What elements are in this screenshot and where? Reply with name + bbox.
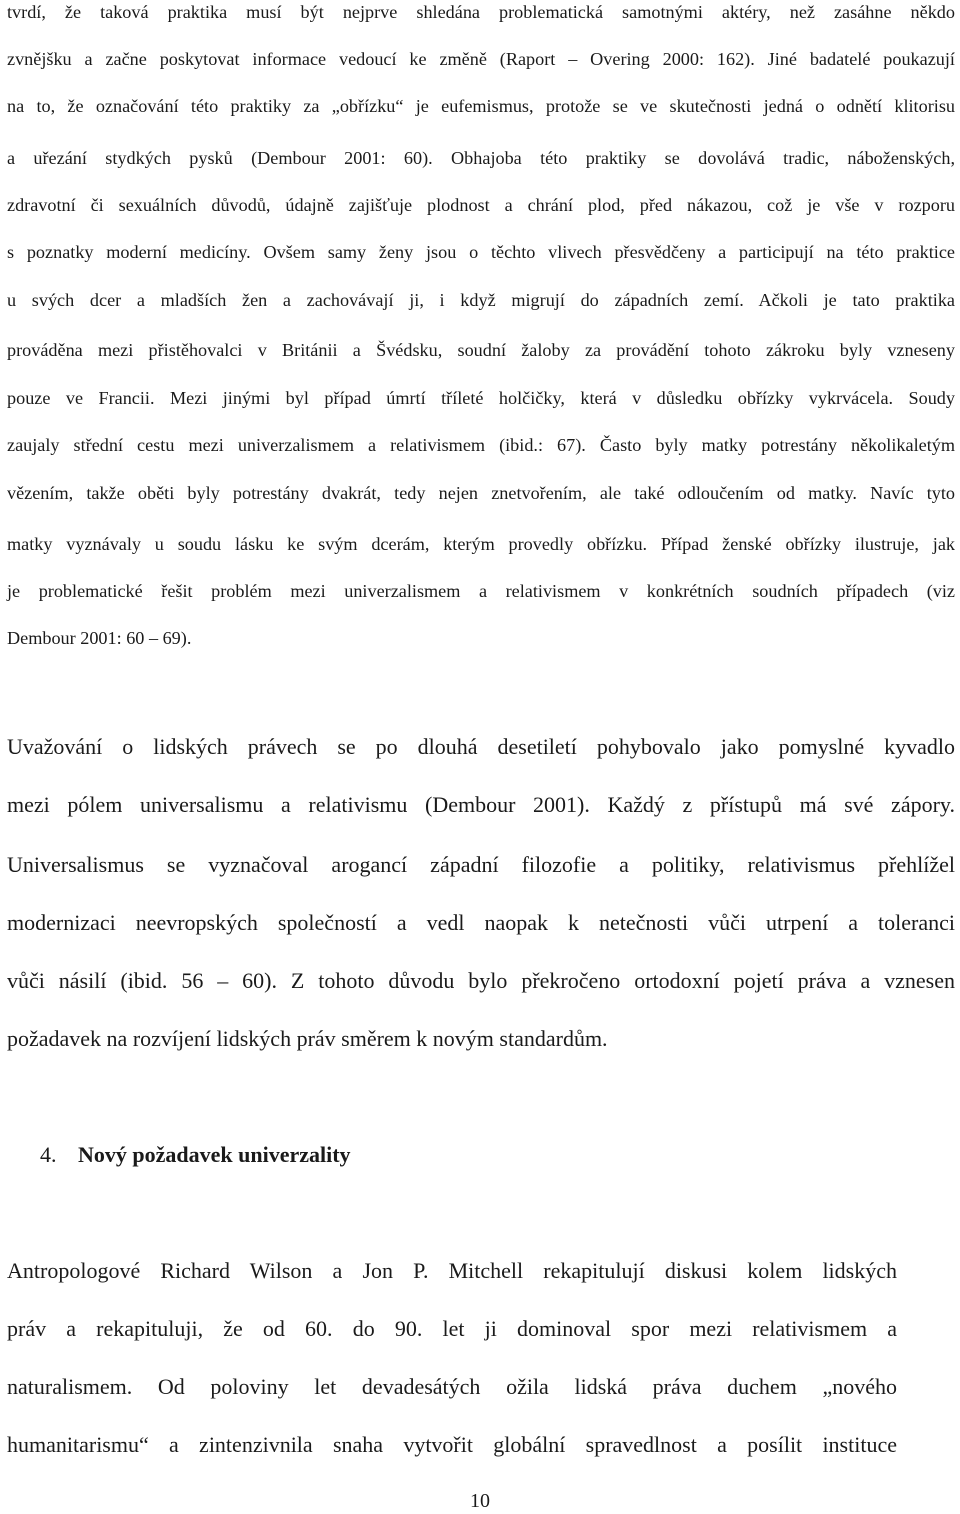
text-line: a uřezání stydkých pysků (Dembour 2001: 60). Obhajoba této praktiky se dovolává tradic, náboženských, <box>7 148 955 168</box>
text-line: zaujaly střední cestu mezi univerzalismem a relativismem (ibid.: 67). Často byly matky potrestány několikaletým <box>7 435 955 455</box>
text-line: Antropologové Richard Wilson a Jon P. Mitchell rekapitulují diskusi kolem lidských <box>7 1258 897 1283</box>
text-line: tvrdí, že taková praktika musí být nejprve shledána problematická samotnými aktéry, než zasáhne někdo <box>7 2 955 22</box>
text-line: zvnějšku a začne poskytovat informace vedoucí ke změně (Raport – Overing 2000: 162). Jiné badatelé poukazují <box>7 49 955 69</box>
text-line: prováděna mezi přistěhovalci v Británii a Švédsku, soudní žaloby za provádění tohoto zákroku byly vzneseny <box>7 340 955 360</box>
text-line: je problematické řešit problém mezi univerzalismem a relativismem v konkrétních soudních případech (viz <box>7 581 955 601</box>
text-line: práv a rekapituluji, že od 60. do 90. let ji dominoval spor mezi relativismem a <box>7 1316 897 1341</box>
text-line: Uvažování o lidských právech se po dlouhá desetiletí pohybovalo jako pomyslné kyvadlo <box>7 734 955 759</box>
text-line: Dembour 2001: 60 – 69). <box>7 628 192 648</box>
section-heading <box>40 1140 351 1170</box>
text-line: humanitarismu“ a zintenzivnila snaha vytvořit globální spravedlnost a posílit instituce <box>7 1432 897 1457</box>
text-line: u svých dcer a mladších žen a zachovávají ji, i když migrují do západních zemí. Ačkoli je tato praktika <box>7 290 955 310</box>
section-number: 4. <box>40 1142 57 1167</box>
section-title: Nový požadavek univerzality <box>78 1142 351 1167</box>
text-line: Universalismus se vyznačoval arogancí západní filozofie a politiky, relativismus přehlížel <box>7 852 955 877</box>
text-line: modernizaci neevropských společností a vedl naopak k netečnosti vůči utrpení a toleranci <box>7 910 955 935</box>
text-line: na to, že označování této praktiky za „obřízku“ je eufemismus, protože se ve skutečnosti jedná o odnětí klitorisu <box>7 96 955 116</box>
text-line: naturalismem. Od poloviny let devadesátých ožila lidská práva duchem „nového <box>7 1374 897 1399</box>
text-line: zdravotní či sexuálních důvodů, údajně zajišťuje plodnost a chrání plod, před nákazou, což je vše v rozporu <box>7 195 955 215</box>
text-line: mezi pólem universalismu a relativismu (Dembour 2001). Každý z přístupů má své zápory. <box>7 792 955 817</box>
text-line: s poznatky moderní medicíny. Ovšem samy ženy jsou o těchto vlivech přesvědčeny a participují na této praktice <box>7 242 955 262</box>
text-line: vůči násilí (ibid. 56 – 60). Z tohoto důvodu bylo překročeno ortodoxní pojetí práva a vznesen <box>7 968 955 993</box>
text-line: vězením, takže oběti byly potrestány dvakrát, tedy nejen znetvořením, ale také odloučením od matky. Navíc tyto <box>7 483 955 503</box>
page-number: 10 <box>470 1490 490 1512</box>
text-line: matky vyznávaly u soudu lásku ke svým dcerám, kterým provedly obřízku. Případ ženské obřízky ilustruje, jak <box>7 534 955 554</box>
text-line: požadavek na rozvíjení lidských práv směrem k novým standardům. <box>7 1026 608 1051</box>
text-line: pouze ve Francii. Mezi jinými byl případ úmrtí tříleté holčičky, která v důsledku obřízky vykrvácela. Soudy <box>7 388 955 408</box>
